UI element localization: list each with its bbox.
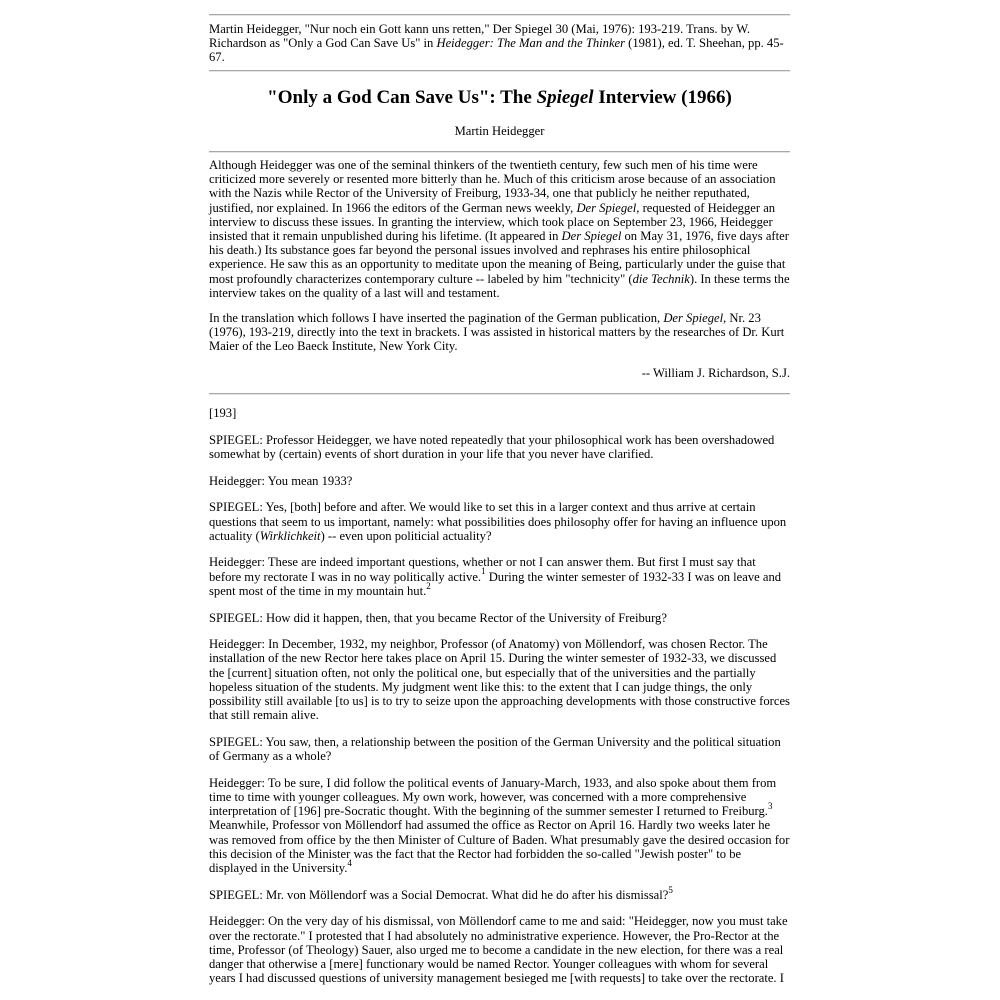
footnote-link[interactable]: 5 — [668, 884, 673, 895]
interview-answer: Heidegger: To be sure, I did follow the political events of January-March, 1933, and also spoke about them from time to time with younger colleagues. My own work, however, was concerned with a more comprehensive interpretation of [196] pre-Socratic thought. With the beginning of the summer semester I returned to Freiburg.$^3$ Meanwhile, Professor von Möllendorf had assumed the office as Rector on April 16. Hardly two weeks later he was removed from office by the then Minister of Culture of Baden. What presumably gave the desired occasion for this decision of the Minister was the fact that the Rector had forbidden the so-called "Jewish poster" to be displayed in the University.$^4$ — [209, 775, 790, 876]
citation-rule — [209, 70, 790, 72]
intro-rule — [209, 393, 790, 395]
interview-answer: Heidegger: In December, 1932, my neighbor, Professor (of Anatomy) von Möllendorf, was chosen Rector. The installation of the new Rector here takes place on April 15. During the winter semester of 1932-33, we discussed the [current] situation often, not only the political one, but especially that of the universities and the partially hopeless situation of the students. My judgment went like this: to the extent that I can judge things, the only possibility still available [to us] is to try to seize upon the approaching developments with those constructive forces that still remain alive. — [209, 637, 790, 723]
title-italic: Spiegel — [536, 87, 594, 108]
footnote-link[interactable]: 4 — [347, 857, 352, 868]
interview-question: SPIEGEL: How did it happen, then, that you became Rector of the University of Freiburg? — [209, 610, 667, 625]
interview-question: SPIEGEL: Mr. von Möllendorf was a Social Democrat. What did he do after his dismissal?$^5$ — [209, 884, 673, 902]
intro-paragraph-1: Although Heidegger was one of the seminal thinkers of the twentieth century, few such men of his time were criticized more severely or resented more bitterly than he. Much of this criticism arose because of an association with the Nazis while Rector of the University of Freiburg, 1933-34, one that publicly he neither reputhated, justified, nor explained. In 1966 the editors of the German news weekly, Der Spiegel, requested of Heidegger an interview to discuss these issues. In granting the interview, which took place on September 23, 1966, Heidegger insisted that it remain unpublished during his lifetime. (It appeared in Der Spiegel on May 31, 1976, five days after his death.) Its substance goes far beyond the personal issues involved and rephrases his entire philosophical experience. He saw this as an opportunity to meditate upon the meaning of Being, particularly under the guise that most profoundly characterizes contemporary culture -- labeled by him "technicity" (die Technik). In these terms the interview takes on the quality of a last will and testament. — [209, 158, 790, 300]
page-title: "Only a God Can Save Us": The Spiegel Interview (1966) — [267, 87, 732, 108]
translator-signature: -- William J. Richardson, S.J. — [641, 366, 790, 380]
interview-answer: Heidegger: These are indeed important questions, whether or not I can answer them. But first I must say that before my rectorate I was in no way politically active.$^1$ During the winter semester of 1932-33 I was on leave and spent most of the time in my mountain hut.$^2$ — [209, 555, 782, 598]
author-name: Martin Heidegger — [454, 124, 545, 138]
interview-answer: Heidegger: You mean 1933? — [209, 473, 353, 488]
title-rule — [209, 151, 790, 153]
footnote-link[interactable]: 2 — [426, 580, 431, 591]
citation-book-title: Heidegger: The Man and the Thinker — [436, 36, 626, 51]
interview-question: SPIEGEL: Professor Heidegger, we have noted repeatedly that your philosophical work has been overshadowed somewhat by (certain) events of short duration in your life that you never have clarified. — [209, 432, 775, 461]
footnote-link[interactable]: 3 — [767, 801, 773, 812]
interview-answer: Heidegger: On the very day of his dismissal, von Möllendorf came to me and said: "Heidegger, now you must take over the rectorate." I protested that I had absolutely no administrative experience. However, the Pro-Rector at the time, Professor (of Theology) Sauer, also urged me to become a candidate in the new election, for there was a real danger that otherwise a [mere] functionary would be named Rector. Younger colleagues with whom for several years I had discussed questions of university management besieged me [with requests] to take over the rectorate. I — [209, 914, 788, 986]
interview-body — [209, 406, 790, 998]
page-marker: [193] — [209, 406, 237, 420]
interview-question: SPIEGEL: You saw, then, a relationship between the position of the German University and the political situation of Germany as a whole? — [209, 734, 781, 764]
citation: Martin Heidegger, "Nur noch ein Gott kann uns retten," Der Spiegel 30 (Mai, 1976): 193-219. Trans. by W. Richardson as "Only a God Can Save Us" in Heidegger: The Man and the Thinker (1981), ed. T. Sheehan, pp. 45-67. — [209, 22, 784, 65]
intro-paragraph-2: In the translation which follows I have inserted the pagination of the German publication, Der Spiegel, Nr. 23 (1976), 193-219, directly into the text in brackets. I was assisted in historical matters by the researches of Dr. Kurt Maier of the Leo Baeck Institute, New York City. — [209, 311, 785, 354]
footnote-link[interactable]: 1 — [481, 566, 486, 577]
top-rule — [209, 14, 790, 16]
interview-question: SPIEGEL: Yes, [both] before and after. We would like to set this in a larger context and thus arrive at certain questions that seem to us important, namely: what possibilities does philosophy offer for having an influence upon actuality (Wirklichkeit) -- even upon politicial actuality? — [209, 500, 787, 543]
